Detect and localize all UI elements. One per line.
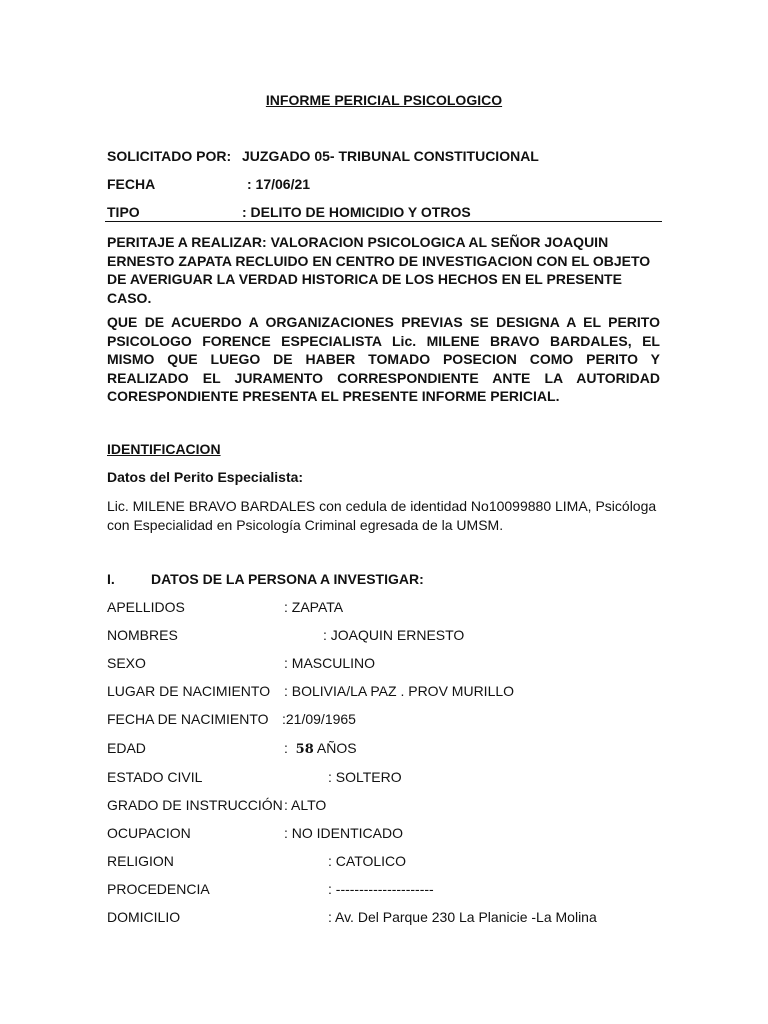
field-label-edad: EDAD xyxy=(107,740,146,756)
fecha-label: FECHA xyxy=(107,176,156,192)
identificacion-heading: IDENTIFICACION xyxy=(107,441,221,457)
section-title: DATOS DE LA PERSONA A INVESTIGAR: xyxy=(151,571,424,587)
field-label-grado-instruccion: GRADO DE INSTRUCCIÓN xyxy=(107,797,283,813)
designation-paragraph: QUE DE ACUERDO A ORGANIZACIONES PREVIAS SE DESIGNA A EL PERITO PSICOLOGO FORENCE ESPECIALISTA Lic. MILENE BRAVO BARDALES, EL MISMO QUE LUEGO DE HABER TOMADO POSECION COMO PERITO Y REALIZADO EL JURAMENTO CORRESPONDIENTE ANTE LA AUTORIDAD CORESPONDIENTE PRESENTA EL PRESENTE INFORME PERICIAL. xyxy=(107,314,660,404)
field-value-sexo: : MASCULINO xyxy=(284,655,376,671)
field-value-ocupacion: : NO IDENTICADO xyxy=(284,825,404,841)
perito-subheading: Datos del Perito Especialista: xyxy=(107,469,304,485)
section-number: I. xyxy=(107,571,115,587)
field-label-domicilio: DOMICILIO xyxy=(107,909,181,925)
field-label-estado-civil: ESTADO CIVIL xyxy=(107,769,203,785)
solicitado-value: JUZGADO 05- TRIBUNAL CONSTITUCIONAL xyxy=(242,148,539,164)
header-divider xyxy=(105,221,662,222)
perito-line: Lic. MILENE BRAVO BARDALES con cedula de identidad No10099880 LIMA, Psicóloga xyxy=(107,498,657,514)
tipo-label: TIPO xyxy=(107,204,140,220)
peritaje-paragraph xyxy=(107,233,660,307)
field-value-apellidos: : ZAPATA xyxy=(284,599,344,615)
field-value-nombres: : JOAQUIN ERNESTO xyxy=(323,627,465,643)
edad-prefix: : xyxy=(284,740,288,756)
field-value-edad xyxy=(284,740,357,757)
field-label-apellidos: APELLIDOS xyxy=(107,599,185,615)
peritaje-line: PERITAJE A REALIZAR: VALORACION PSICOLOGICA AL SEÑOR JOAQUIN xyxy=(107,234,609,250)
peritaje-line: DE AVERIGUAR LA VERDAD HISTORICA DE LOS HECHOS EN EL PRESENTE xyxy=(107,271,622,287)
edad-suffix: AÑOS xyxy=(316,740,357,756)
peritaje-line: ERNESTO ZAPATA RECLUIDO EN CENTRO DE INVESTIGACION CON EL OBJETO xyxy=(107,252,651,269)
tipo-value: : DELITO DE HOMICIDIO Y OTROS xyxy=(242,204,471,220)
field-value-grado-instruccion: : ALTO xyxy=(284,797,327,813)
fecha-value: : 17/06/21 xyxy=(247,176,311,192)
field-label-procedencia: PROCEDENCIA xyxy=(107,881,210,897)
peritaje-line: CASO. xyxy=(107,289,152,306)
field-value-lugar-nacimiento: : BOLIVIA/LA PAZ . PROV MURILLO xyxy=(284,683,515,699)
field-value-estado-civil: : SOLTERO xyxy=(328,769,402,785)
field-value-procedencia: : --------------------- xyxy=(328,881,434,897)
field-label-religion: RELIGION xyxy=(107,853,174,869)
field-label-ocupacion: OCUPACION xyxy=(107,825,191,841)
field-label-lugar-nacimiento: LUGAR DE NACIMIENTO xyxy=(107,683,271,699)
field-label-sexo: SEXO xyxy=(107,655,146,671)
perito-line: con Especialidad en Psicología Criminal egresada de la UMSM. xyxy=(107,516,504,533)
field-value-religion: : CATOLICO xyxy=(328,853,407,869)
field-label-nombres: NOMBRES xyxy=(107,627,178,643)
edad-number: 58 xyxy=(295,742,314,757)
field-label-fecha-nacimiento: FECHA DE NACIMIENTO xyxy=(107,711,269,727)
field-value-domicilio: : Av. Del Parque 230 La Planicie -La Molina xyxy=(328,909,597,925)
field-value-fecha-nacimiento: :21/09/1965 xyxy=(282,711,356,727)
document-title: INFORME PERICIAL PSICOLOGICO xyxy=(265,92,503,108)
solicitado-label: SOLICITADO POR: xyxy=(107,148,232,164)
perito-paragraph xyxy=(107,497,663,534)
